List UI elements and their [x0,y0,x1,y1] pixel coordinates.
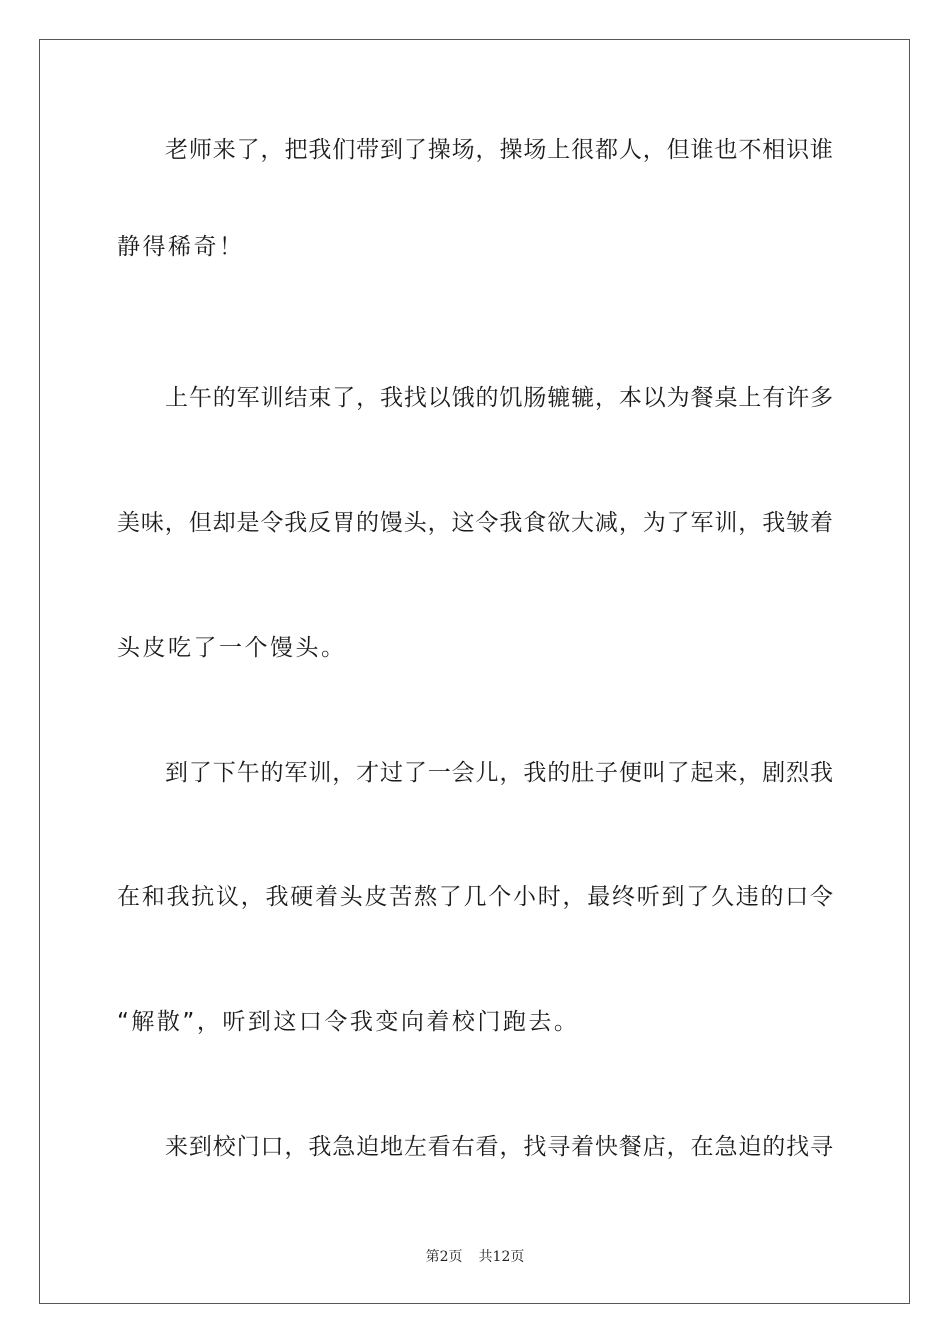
paragraph-2-line-2: 美味，但却是令我反胃的馒头，这令我食欲大减，为了军训，我皱着 [117,510,833,536]
paragraph-2-line-3: 头皮吃了一个馒头。 [117,635,347,661]
paragraph-3-line-1: 到了下午的军训，才过了一会儿，我的肚子便叫了起来，剧烈我 [165,760,833,786]
page-footer [0,1247,950,1267]
page-number: 第2页 [425,1249,463,1265]
page-border [39,39,910,1304]
paragraph-4-line-1: 来到校门口，我急迫地左看右看，找寻着快餐店，在急迫的找寻 [165,1134,833,1160]
paragraph-2-line-1: 上午的军训结束了，我找以饿的饥肠辘辘，本以为餐桌上有许多 [165,385,833,411]
paragraph-3-line-3: “解散”，听到这口令我变向着校门跑去。 [117,1009,580,1035]
paragraph-3-line-2: 在和我抗议，我硬着头皮苦熬了几个小时，最终听到了久违的口令 [117,884,833,910]
paragraph-1-line-1: 老师来了，把我们带到了操场，操场上很都人，但谁也不相识谁 [165,137,833,163]
page-total: 共12页 [478,1249,525,1265]
paragraph-1-line-2: 静得稀奇！ [117,234,245,260]
